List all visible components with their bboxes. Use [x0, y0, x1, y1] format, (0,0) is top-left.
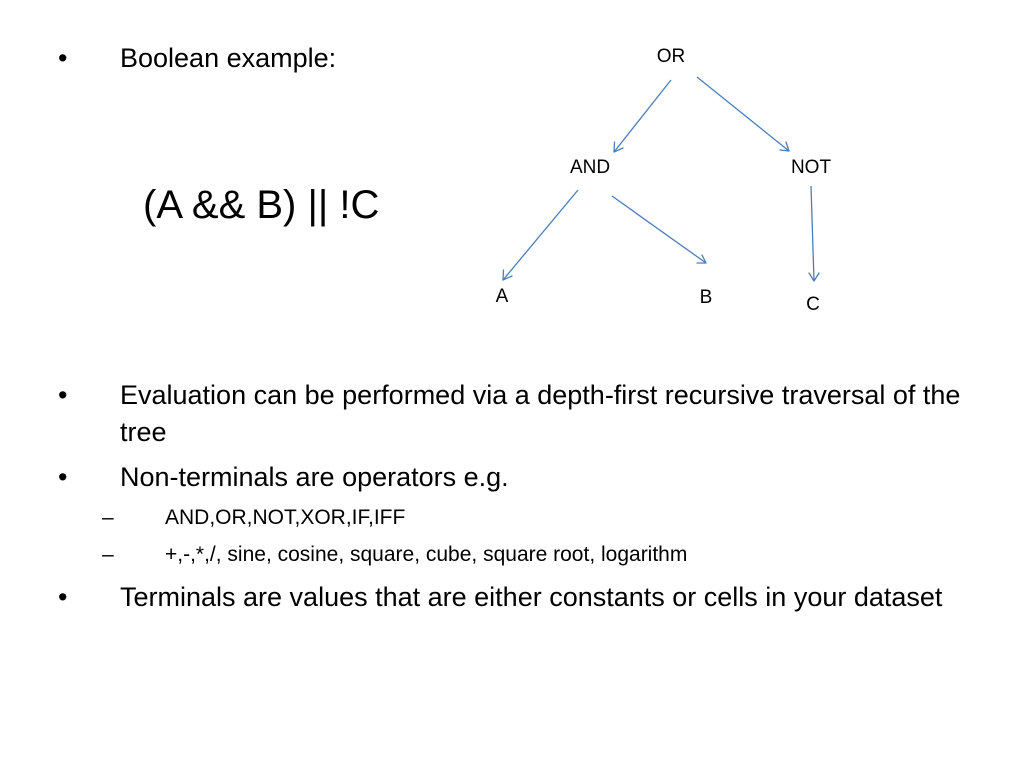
node-b: B [699, 287, 713, 308]
node-or: OR [656, 46, 686, 67]
arrowhead-icon [503, 270, 512, 280]
edge-and-to-b [612, 196, 706, 263]
node-and: AND [569, 157, 611, 178]
node-not: NOT [790, 157, 832, 178]
bullet-terminals: Terminals are values that are either constants or cells in your dataset [120, 582, 943, 612]
edge-or-to-not [697, 77, 789, 151]
sub-bullet-logical-operators: AND,OR,NOT,XOR,IF,IFF [165, 506, 406, 529]
sub-bullet-math-operators: +,-,*,/, sine, cosine, square, cube, square root, logarithm [165, 543, 688, 566]
sub-bullet-marker: – [102, 506, 114, 529]
node-a: A [495, 286, 509, 307]
edge-or-to-and [614, 80, 671, 152]
bullet-marker: • [58, 43, 68, 73]
bullet-non-terminals: Non-terminals are operators e.g. [120, 462, 509, 492]
arrowhead-icon [780, 142, 789, 151]
arrowhead-icon [809, 273, 819, 281]
arrowhead-icon [614, 142, 623, 152]
bullet-marker: • [58, 582, 68, 612]
bullet-marker: • [58, 380, 68, 410]
bullet-marker: • [58, 462, 68, 492]
edge-and-to-a [503, 190, 578, 280]
arrowhead-icon [697, 255, 706, 263]
edge-not-to-c [811, 186, 814, 281]
boolean-expression: (A && B) || !C [143, 183, 380, 227]
bullet-evaluation: Evaluation can be performed via a depth-first recursive traversal of the tree [120, 380, 961, 447]
sub-bullet-marker: – [102, 543, 114, 566]
node-c: C [806, 294, 820, 315]
bullet-boolean-example: Boolean example: [120, 43, 337, 73]
